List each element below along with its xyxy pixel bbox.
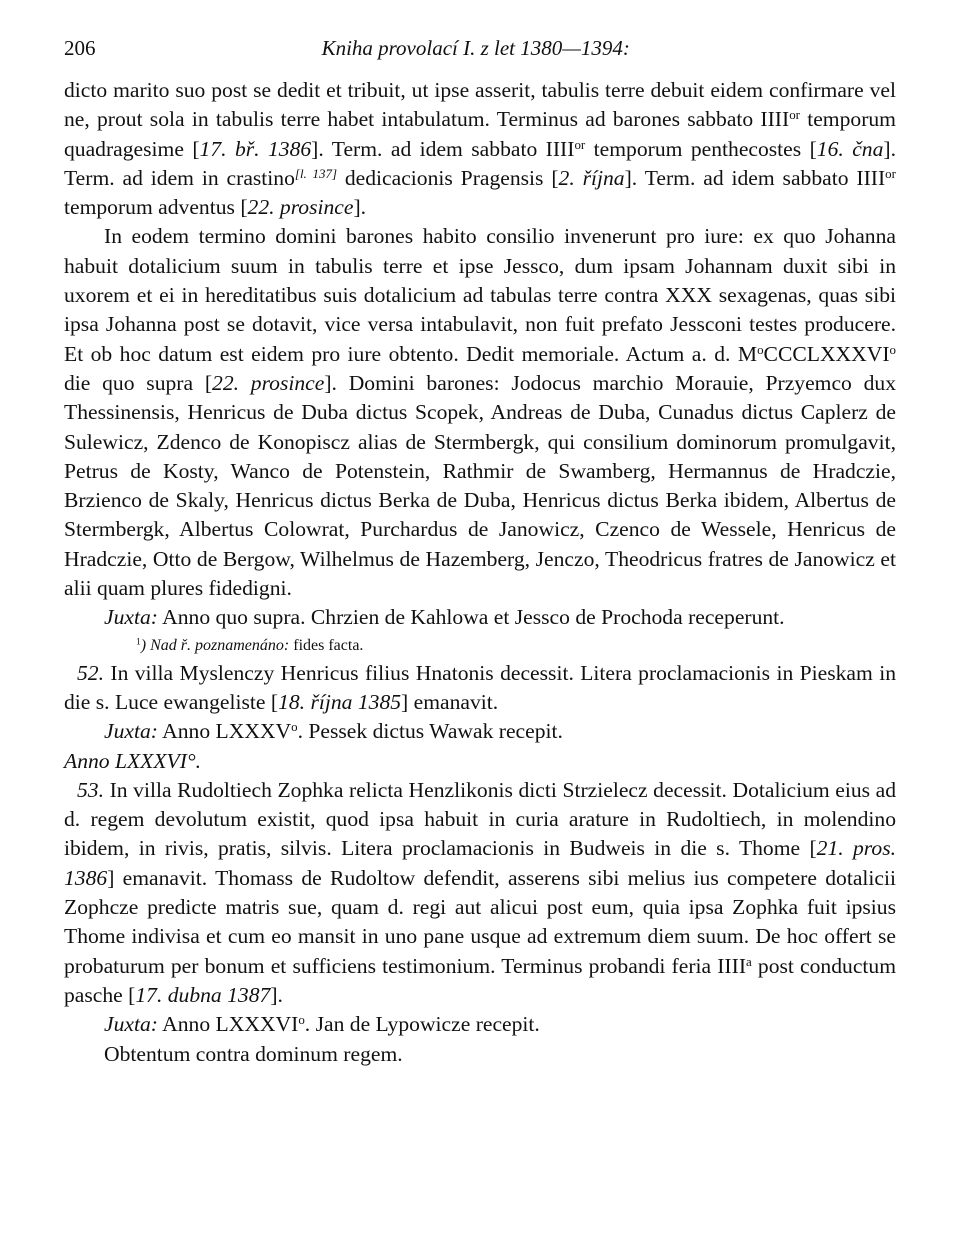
entry-53: 53. In villa Rudoltiech Zophka relicta Henzlikonis dicti Strzielecz decessit. Dotalicium eius ad d. regem devolutum existit, quod ipsa habuit in curia arature in Rudoltiech, in molendino ibidem, in rivis, pratis, silvis. Litera proclamacionis in Budweis in die s. Thome [21. pros. 1386] emanavit. Thomass de Rudoltow defendit, asserens sibi melius ius competere dotalicii Zophcze predicte matris sue, quam d. regi aut alicui post eum, quia ipsa Zophka fuit ipsius Thome indivisa et cum eo mansit in uno pane usque ad extremum diem suum. De hoc offert se probaturum per bonum et sufficiens testimonium. Terminus probandi feria IIII$^a$ post conductum pasche [17. dubna 1387]. bbox=[64, 777, 896, 1007]
paragraph-continuation: dicto marito suo post se dedit et tribuit, ut ipse asserit, tabulis terre debuit eidem confirmare vel ne, prout sola in tabulis terre habet intabulatum. Terminus ad barones sabbato $IIII^{or}$ temporum quadragesime [17. bř. 1386]. Term. ad idem sabbato $IIII^{or}$ temporum penthecostes [16. čna]. Term. ad idem in crastino[l. 137] dedicacionis Pragensis [2. října]. Term. ad idem sabbato $IIII^{or}$ temporum adventus [22. prosince]. bbox=[64, 78, 896, 220]
year-heading: Anno LXXXVI°. bbox=[64, 748, 201, 773]
entry-number: 53. bbox=[77, 777, 104, 802]
running-header bbox=[64, 36, 896, 76]
paragraph-juxta: Juxta: Anno quo supra. Chrzien de Kahlowa et Jessco de Prochoda receperunt. bbox=[104, 605, 785, 630]
entry-number: 52. bbox=[77, 660, 104, 685]
page-number: 206 bbox=[64, 36, 96, 60]
document-page bbox=[64, 36, 896, 1069]
body-text bbox=[64, 76, 896, 1069]
entry-53-juxta: Juxta: Anno LXXXVI$^o$. Jan de Lypowicze recepit. bbox=[104, 1012, 540, 1037]
entry-52-juxta: Juxta: Anno LXXXV$^o$. Pessek dictus Wawak recepit. bbox=[104, 719, 563, 744]
footnote: $^1$) Nad ř. poznamenáno: fides facta. bbox=[136, 636, 364, 654]
entry-52: 52. In villa Myslenczy Henricus filius Hnatonis decessit. Litera proclamacionis in Pieskam in die s. Luce ewangeliste [18. října 1385] emanavit. bbox=[64, 660, 896, 714]
running-title: Kniha provolací I. z let 1380—1394: bbox=[321, 36, 630, 60]
footnote-ref: [l. 137] bbox=[294, 165, 337, 181]
entry-53-obtentum: Obtentum contra dominum regem. bbox=[104, 1041, 403, 1066]
paragraph-ruling: In eodem termino domini barones habito consilio invenerunt pro iure: ex quo Johanna habuit dotalicium suum in tabulis terre et ipse Jessco, dum ipsam Johannam duxit sibi in uxorem et ei in hereditatibus suis dotalicium ad tabulas terre contra XXX sexagenas, quas sibi ipsa Johanna post se dotavit, vice versa intabulavit, non fuit prefato Jessconi testes producere. Et ob hoc datum est eidem pro iure obtento. Dedit memoriale. Actum a. d. $M^oCCCLXXXVI^o$ die quo supra [22. prosince]. Domini barones: Jodocus marchio Morauie, Przyemco dux Thessinensis, Henricus de Duba dictus Scopek, Andreas de Duba, Cunadus dictus Caplerz de Sulewicz, Zdenco de Konopiscz alias de Stermbergk, qui consilium dominorum promulgavit, Petrus de Kosty, Wanco de Potenstein, Rathmir de Swamberg, Hermannus de Hradczie, Brzienco de Skaly, Henricus dictus Berka de Duba, Henricus dictus Berka ibidem, Albertus de Stermbergk, Albertus Colowrat, Purchardus de Janowicz, Czenco de Wessele, Henricus de Hradczie, Otto de Bergow, Wilhelmus de Hazemberg, Jenczo, Theodricus fratres de Janowicz et alii quam plures fidedigni. bbox=[64, 224, 896, 601]
